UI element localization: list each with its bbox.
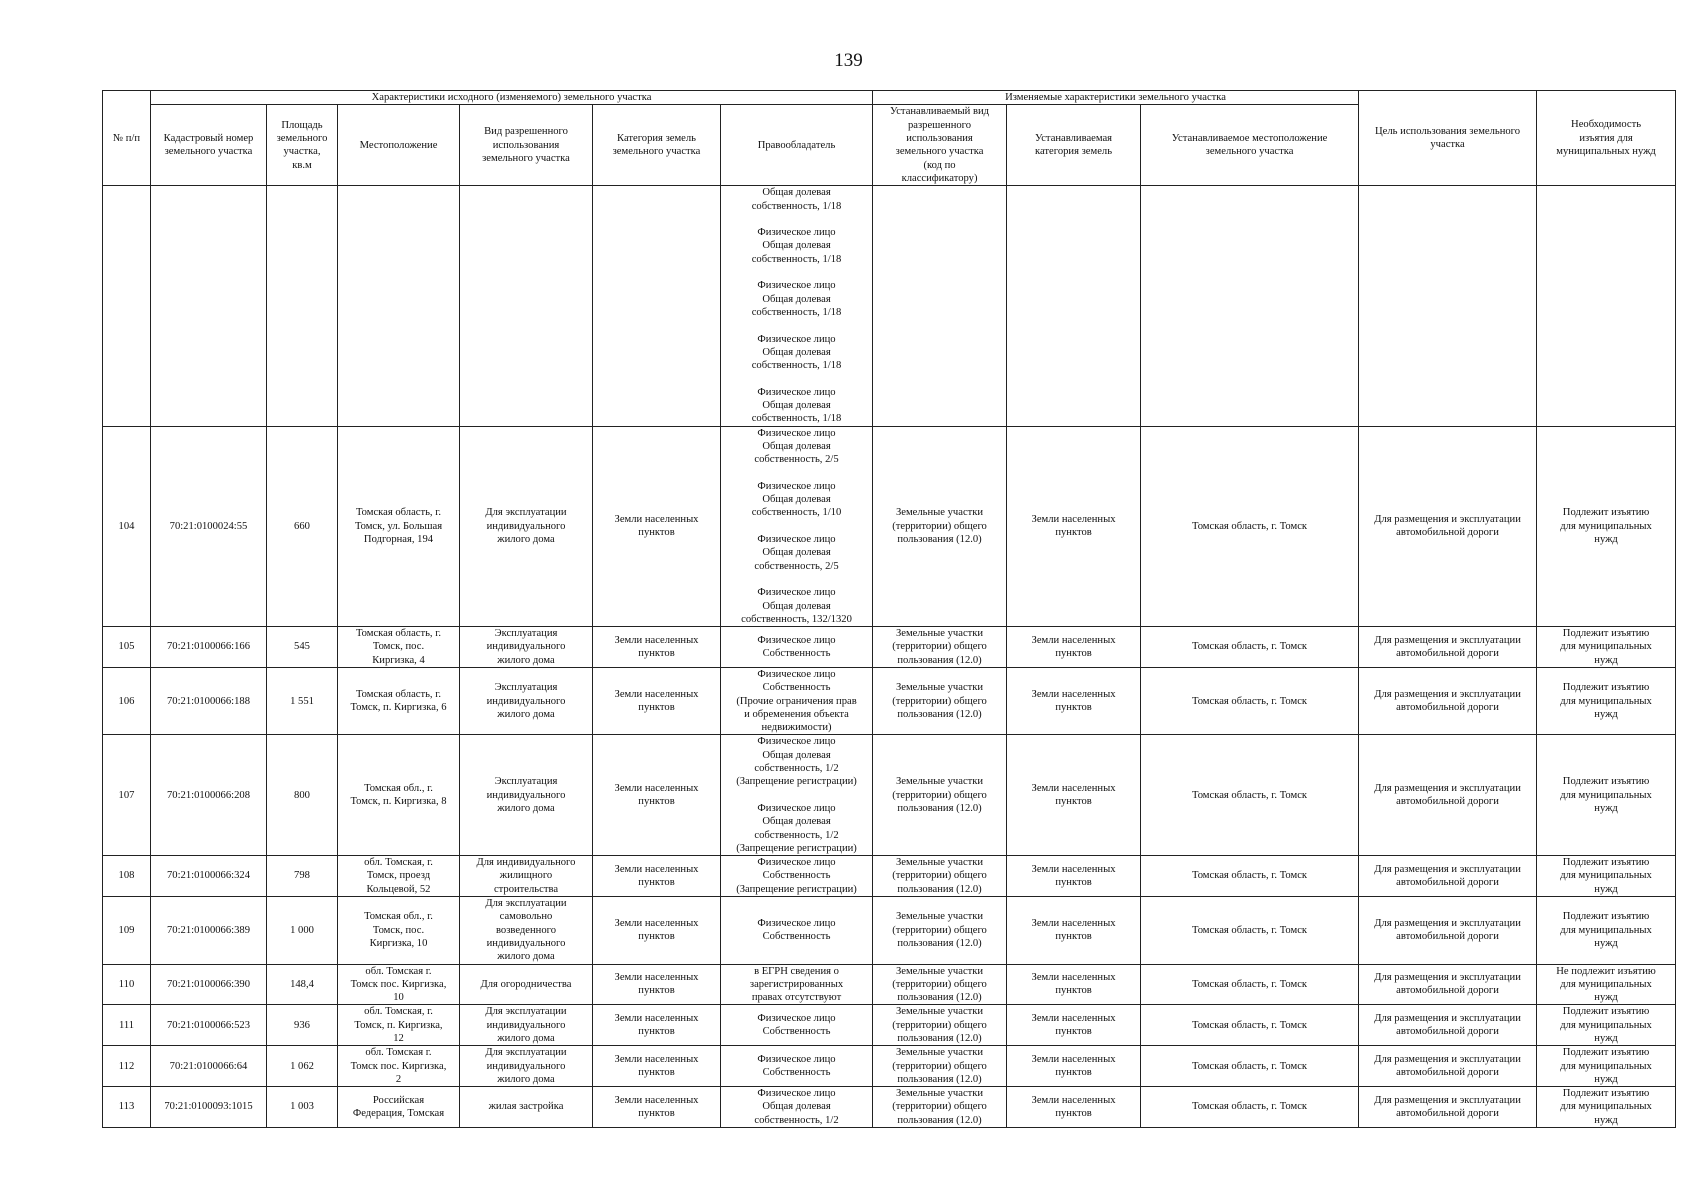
cell-new-category: Земли населенных пунктов [1007, 1005, 1141, 1046]
cell-need: Подлежит изъятию для муниципальных нужд [1537, 667, 1676, 734]
cell-new-location: Томская область, г. Томск [1141, 964, 1359, 1005]
cell-no: 113 [103, 1087, 151, 1128]
cell-location: обл. Томская г. Томск пос. Киргизка, 10 [338, 964, 460, 1005]
cell-area [267, 186, 338, 426]
cell-need: Подлежит изъятию для муниципальных нужд [1537, 856, 1676, 897]
cell-new-use: Земельные участки (территории) общего пользования (12.0) [873, 856, 1007, 897]
cell-no: 111 [103, 1005, 151, 1046]
cell-new-use: Земельные участки (территории) общего пользования (12.0) [873, 667, 1007, 734]
cell-area: 545 [267, 627, 338, 668]
cell-new-category [1007, 186, 1141, 426]
cell-cadastral: 70:21:0100066:64 [151, 1046, 267, 1087]
cell-area: 660 [267, 426, 338, 626]
cell-new-location: Томская область, г. Томск [1141, 897, 1359, 964]
cell-use: Для индивидуального жилищного строительства [460, 856, 593, 897]
cell-holder: Общая долевая собственность, 1/18 Физическое лицо Общая долевая собственность, 1/18 Физическое лицо Общая долевая собственность, 1/18 Физическое лицо Общая долевая собственность, 1/18 Физическое лицо Общая долевая собственность, 1/18 [721, 186, 873, 426]
header-area: Площадь земельного участка, кв.м [267, 105, 338, 186]
cell-category: Земли населенных пунктов [593, 1087, 721, 1128]
header-group-changed: Изменяемые характеристики земельного участка [873, 91, 1359, 105]
cell-new-use [873, 186, 1007, 426]
cell-category: Земли населенных пунктов [593, 627, 721, 668]
cell-location: Российская Федерация, Томская [338, 1087, 460, 1128]
cell-holder: Физическое лицо Собственность [721, 627, 873, 668]
cell-new-category: Земли населенных пунктов [1007, 1087, 1141, 1128]
cell-new-use: Земельные участки (территории) общего пользования (12.0) [873, 735, 1007, 856]
header-holder: Правообладатель [721, 105, 873, 186]
cell-new-location: Томская область, г. Томск [1141, 426, 1359, 626]
cell-new-location: Томская область, г. Томск [1141, 735, 1359, 856]
cell-use: Для эксплуатации индивидуального жилого дома [460, 426, 593, 626]
table-row [103, 856, 1676, 897]
cell-need: Подлежит изъятию для муниципальных нужд [1537, 1087, 1676, 1128]
cell-no [103, 186, 151, 426]
cell-purpose: Для размещения и эксплуатации автомобильной дороги [1359, 627, 1537, 668]
cell-new-location: Томская область, г. Томск [1141, 1005, 1359, 1046]
cell-cadastral: 70:21:0100066:166 [151, 627, 267, 668]
table-row [103, 897, 1676, 964]
cell-no: 108 [103, 856, 151, 897]
table-row [103, 1087, 1676, 1128]
cell-use: Эксплуатация индивидуального жилого дома [460, 627, 593, 668]
cell-use: Для огородничества [460, 964, 593, 1005]
cell-area: 148,4 [267, 964, 338, 1005]
table-row [103, 1005, 1676, 1046]
cell-location [338, 186, 460, 426]
cell-use: Эксплуатация индивидуального жилого дома [460, 667, 593, 734]
cell-location: обл. Томская, г. Томск, проезд Кольцевой, 52 [338, 856, 460, 897]
cell-no: 109 [103, 897, 151, 964]
cell-category [593, 186, 721, 426]
cell-location: Томская область, г. Томск, ул. Большая Подгорная, 194 [338, 426, 460, 626]
cell-holder: Физическое лицо Общая долевая собственность, 1/2 [721, 1087, 873, 1128]
header-purpose: Цель использования земельного участка [1359, 91, 1537, 186]
cell-purpose: Для размещения и эксплуатации автомобильной дороги [1359, 1046, 1537, 1087]
cell-category: Земли населенных пунктов [593, 667, 721, 734]
cell-new-location: Томская область, г. Томск [1141, 627, 1359, 668]
cell-holder: в ЕГРН сведения о зарегистрированных правах отсутствуют [721, 964, 873, 1005]
cell-purpose: Для размещения и эксплуатации автомобильной дороги [1359, 1005, 1537, 1046]
cell-no: 112 [103, 1046, 151, 1087]
header-no: № п/п [103, 91, 151, 186]
cell-category: Земли населенных пунктов [593, 856, 721, 897]
cell-holder: Физическое лицо Собственность [721, 897, 873, 964]
cell-area: 1 551 [267, 667, 338, 734]
table-row [103, 186, 1676, 426]
cell-purpose: Для размещения и эксплуатации автомобильной дороги [1359, 856, 1537, 897]
header-use: Вид разрешенного использования земельного участка [460, 105, 593, 186]
cell-cadastral [151, 186, 267, 426]
cell-new-category: Земли населенных пунктов [1007, 735, 1141, 856]
cell-holder: Физическое лицо Общая долевая собственность, 2/5 Физическое лицо Общая долевая собственность, 1/10 Физическое лицо Общая долевая собственность, 2/5 Физическое лицо Общая долевая собственность, 132/1320 [721, 426, 873, 626]
cell-cadastral: 70:21:0100066:523 [151, 1005, 267, 1046]
page-number: 139 [834, 50, 863, 71]
cell-new-category: Земли населенных пунктов [1007, 627, 1141, 668]
cell-purpose: Для размещения и эксплуатации автомобильной дороги [1359, 735, 1537, 856]
cell-use: Для эксплуатации индивидуального жилого дома [460, 1046, 593, 1087]
cell-new-category: Земли населенных пунктов [1007, 964, 1141, 1005]
cell-cadastral: 70:21:0100066:324 [151, 856, 267, 897]
header-group-source: Характеристики исходного (изменяемого) земельного участка [151, 91, 873, 105]
cell-new-use: Земельные участки (территории) общего пользования (12.0) [873, 1005, 1007, 1046]
cell-purpose: Для размещения и эксплуатации автомобильной дороги [1359, 426, 1537, 626]
cell-new-location: Томская область, г. Томск [1141, 1046, 1359, 1087]
cell-area: 1 003 [267, 1087, 338, 1128]
cell-category: Земли населенных пунктов [593, 735, 721, 856]
cell-location: Томская область, г. Томск, пос. Киргизка, 4 [338, 627, 460, 668]
cell-use: жилая застройка [460, 1087, 593, 1128]
header-location: Местоположение [338, 105, 460, 186]
cell-holder: Физическое лицо Собственность (Прочие ограничения прав и обременения объекта недвижимости) [721, 667, 873, 734]
cell-cadastral: 70:21:0100024:55 [151, 426, 267, 626]
cell-holder: Физическое лицо Общая долевая собственность, 1/2 (Запрещение регистрации) Физическое лицо Общая долевая собственность, 1/2 (Запрещение регистрации) [721, 735, 873, 856]
table-row [103, 426, 1676, 626]
cell-area: 798 [267, 856, 338, 897]
cell-purpose: Для размещения и эксплуатации автомобильной дороги [1359, 897, 1537, 964]
cell-use [460, 186, 593, 426]
land-plots-table [102, 90, 1676, 1128]
cell-use: Для эксплуатации самовольно возведенного индивидуального жилого дома [460, 897, 593, 964]
table-row [103, 735, 1676, 856]
cell-location: обл. Томская, г. Томск, п. Киргизка, 12 [338, 1005, 460, 1046]
cell-cadastral: 70:21:0100066:390 [151, 964, 267, 1005]
cell-no: 107 [103, 735, 151, 856]
cell-new-use: Земельные участки (территории) общего пользования (12.0) [873, 627, 1007, 668]
cell-category: Земли населенных пунктов [593, 897, 721, 964]
cell-new-use: Земельные участки (территории) общего пользования (12.0) [873, 897, 1007, 964]
table-row [103, 627, 1676, 668]
cell-new-location: Томская область, г. Томск [1141, 1087, 1359, 1128]
table-row [103, 1046, 1676, 1087]
table-row [103, 667, 1676, 734]
cell-location: Томская область, г. Томск, п. Киргизка, 6 [338, 667, 460, 734]
cell-new-use: Земельные участки (территории) общего пользования (12.0) [873, 1087, 1007, 1128]
header-new-use: Устанавливаемый вид разрешенного использования земельного участка (код по классификатору) [873, 105, 1007, 186]
cell-purpose: Для размещения и эксплуатации автомобильной дороги [1359, 964, 1537, 1005]
cell-category: Земли населенных пунктов [593, 964, 721, 1005]
cell-location: Томская обл., г. Томск, пос. Киргизка, 10 [338, 897, 460, 964]
cell-cadastral: 70:21:0100066:188 [151, 667, 267, 734]
cell-area: 1 062 [267, 1046, 338, 1087]
cell-use: Эксплуатация индивидуального жилого дома [460, 735, 593, 856]
cell-need [1537, 186, 1676, 426]
cell-new-category: Земли населенных пунктов [1007, 897, 1141, 964]
cell-holder: Физическое лицо Собственность [721, 1046, 873, 1087]
cell-no: 105 [103, 627, 151, 668]
cell-need: Подлежит изъятию для муниципальных нужд [1537, 1005, 1676, 1046]
cell-location: Томская обл., г. Томск, п. Киргизка, 8 [338, 735, 460, 856]
cell-new-category: Земли населенных пунктов [1007, 1046, 1141, 1087]
cell-need: Подлежит изъятию для муниципальных нужд [1537, 735, 1676, 856]
cell-purpose: Для размещения и эксплуатации автомобильной дороги [1359, 1087, 1537, 1128]
cell-no: 106 [103, 667, 151, 734]
cell-area: 936 [267, 1005, 338, 1046]
cell-need: Подлежит изъятию для муниципальных нужд [1537, 426, 1676, 626]
cell-need: Подлежит изъятию для муниципальных нужд [1537, 627, 1676, 668]
header-new-location: Устанавливаемое местоположение земельного участка [1141, 105, 1359, 186]
cell-cadastral: 70:21:0100093:1015 [151, 1087, 267, 1128]
cell-holder: Физическое лицо Собственность (Запрещение регистрации) [721, 856, 873, 897]
header-cadastral: Кадастровый номер земельного участка [151, 105, 267, 186]
cell-new-location: Томская область, г. Томск [1141, 856, 1359, 897]
cell-new-location: Томская область, г. Томск [1141, 667, 1359, 734]
cell-purpose: Для размещения и эксплуатации автомобильной дороги [1359, 667, 1537, 734]
header-need: Необходимость изъятия для муниципальных нужд [1537, 91, 1676, 186]
cell-need: Подлежит изъятию для муниципальных нужд [1537, 1046, 1676, 1087]
cell-use: Для эксплуатации индивидуального жилого дома [460, 1005, 593, 1046]
cell-purpose [1359, 186, 1537, 426]
table-row [103, 964, 1676, 1005]
cell-cadastral: 70:21:0100066:389 [151, 897, 267, 964]
cell-new-use: Земельные участки (территории) общего пользования (12.0) [873, 426, 1007, 626]
cell-category: Земли населенных пунктов [593, 1046, 721, 1087]
header-category: Категория земель земельного участка [593, 105, 721, 186]
cell-category: Земли населенных пунктов [593, 426, 721, 626]
header-new-category: Устанавливаемая категория земель [1007, 105, 1141, 186]
cell-need: Не подлежит изъятию для муниципальных нужд [1537, 964, 1676, 1005]
cell-area: 800 [267, 735, 338, 856]
cell-new-category: Земли населенных пунктов [1007, 667, 1141, 734]
cell-no: 104 [103, 426, 151, 626]
cell-new-category: Земли населенных пунктов [1007, 856, 1141, 897]
cell-new-category: Земли населенных пунктов [1007, 426, 1141, 626]
cell-need: Подлежит изъятию для муниципальных нужд [1537, 897, 1676, 964]
cell-new-use: Земельные участки (территории) общего пользования (12.0) [873, 1046, 1007, 1087]
cell-new-location [1141, 186, 1359, 426]
cell-area: 1 000 [267, 897, 338, 964]
cell-holder: Физическое лицо Собственность [721, 1005, 873, 1046]
cell-location: обл. Томская г. Томск пос. Киргизка, 2 [338, 1046, 460, 1087]
cell-no: 110 [103, 964, 151, 1005]
cell-cadastral: 70:21:0100066:208 [151, 735, 267, 856]
cell-category: Земли населенных пунктов [593, 1005, 721, 1046]
cell-new-use: Земельные участки (территории) общего пользования (12.0) [873, 964, 1007, 1005]
